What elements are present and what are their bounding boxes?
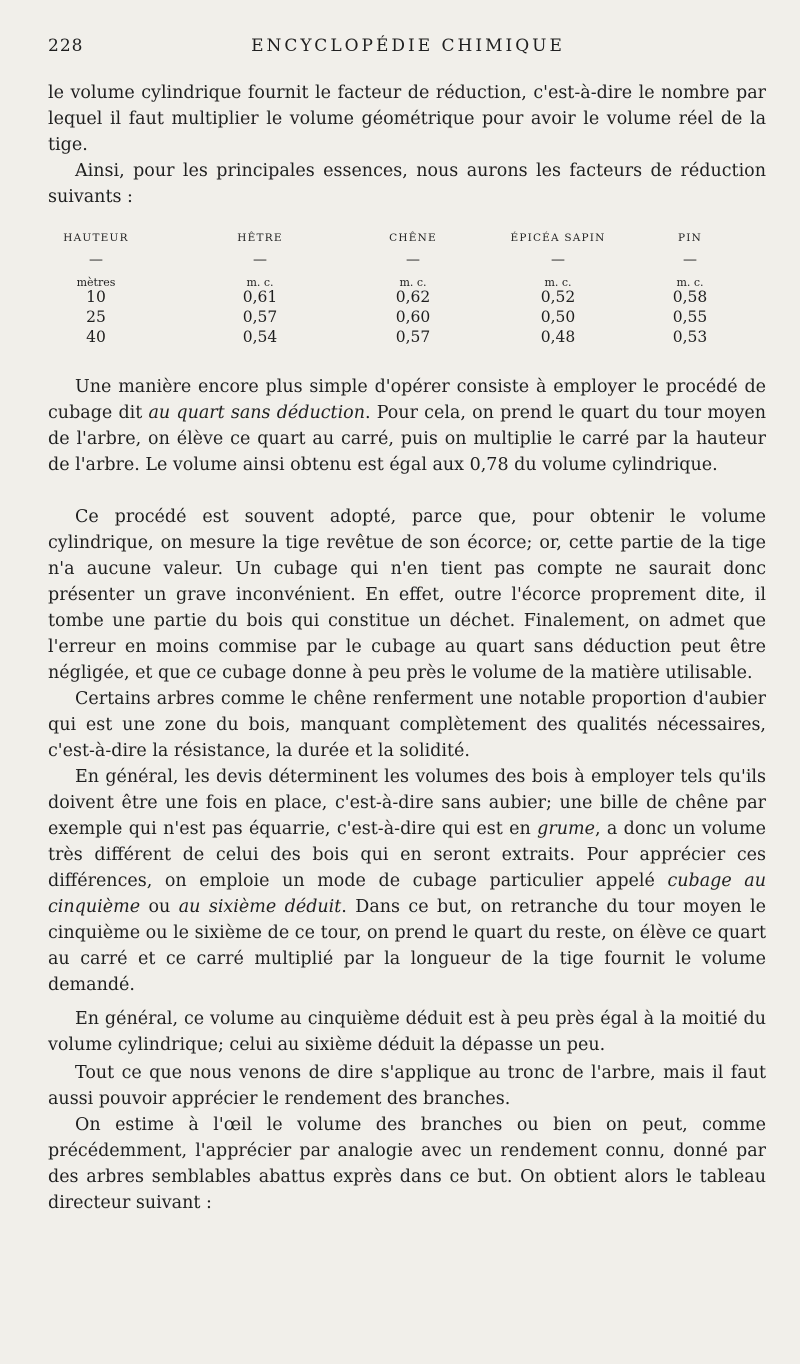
table-cell: 0,61 bbox=[242, 288, 278, 306]
table-cell: 0,53 bbox=[672, 328, 708, 346]
paragraph-1: le volume cylindrique fournit le facteur de réduction, c'est-à-dire le nombre par lequel il faut multiplier le volume géométrique pour avoir le volume réel de la tige. bbox=[48, 83, 766, 155]
table-cell: 0,54 bbox=[242, 328, 278, 346]
paragraph-3-text: Une manière encore plus simple d'opérer consiste à employer le procédé de cubage dit bbox=[48, 377, 766, 423]
table-cell: 0,58 bbox=[672, 288, 708, 306]
table-unit: m. c. bbox=[399, 276, 427, 289]
table-cell: 0,57 bbox=[242, 308, 278, 326]
table-dash: — bbox=[551, 252, 565, 268]
table-header-hauteur: HAUTEUR bbox=[63, 232, 129, 244]
paragraph-7: En général, ce volume au cinquième déduit est à peu près égal à la moitié du volume cylindrique; celui au sixième déduit la dépasse un peu. bbox=[48, 1009, 766, 1055]
paragraph-6-text: En général, les devis déterminent les volumes des bois à employer tels qu'ils doivent être une fois en place, c'est-à-dire sans aubier; une bille de chêne par exemple qui n'est pas équarrie, c'est-à-dire qui est en bbox=[48, 767, 766, 839]
table-cell: 0,62 bbox=[395, 288, 431, 306]
paragraph-3-text: . Pour cela, on prend le quart du tour moyen de l'arbre, on élève ce quart au carré, puis on multiplie le carré par la hauteur de l'arbre. Le volume ainsi obtenu est égal aux 0,78 du volume cylindrique. bbox=[48, 403, 766, 475]
table-cell: 0,57 bbox=[395, 328, 431, 346]
table-header-epicea-sapin: ÉPICÉA SAPIN bbox=[510, 232, 606, 244]
table-cell: 25 bbox=[86, 308, 106, 326]
table-cell: 0,48 bbox=[540, 328, 576, 346]
page-header bbox=[48, 36, 768, 64]
table-cell: 0,50 bbox=[540, 308, 576, 326]
table-dash: — bbox=[683, 252, 697, 268]
paragraph-6 bbox=[48, 764, 766, 998]
table-dash: — bbox=[89, 252, 103, 268]
paragraph-8: Tout ce que nous venons de dire s'applique au tronc de l'arbre, mais il faut aussi pouvoir apprécier le rendement des branches. bbox=[48, 1063, 766, 1109]
table-cell: 0,52 bbox=[540, 288, 576, 306]
running-title: ENCYCLOPÉDIE CHIMIQUE bbox=[251, 36, 565, 56]
paragraph-6-text: . Dans ce but, on retranche du tour moyen le cinquième ou le sixième de ce tour, on prend le quart du reste, on élève ce quart au carré et ce carré multiplié par la longueur de la tige fournit le volume demandé. bbox=[48, 897, 766, 995]
italic-term: au sixième déduit bbox=[178, 897, 342, 917]
table-cell: 0,60 bbox=[395, 308, 431, 326]
table-dash: — bbox=[406, 252, 420, 268]
page-number: 228 bbox=[48, 36, 84, 56]
italic-term: au quart sans déduction bbox=[148, 403, 365, 423]
table-cell: 10 bbox=[86, 288, 106, 306]
table-dash: — bbox=[253, 252, 267, 268]
table-unit: m. c. bbox=[676, 276, 704, 289]
paragraph-6-text: , a donc un volume très différent de celui des bois qui en seront extraits. Pour apprécier ces différences, on emploie un mode de cubage particulier appelé bbox=[48, 819, 767, 891]
table-header-pin: PIN bbox=[677, 232, 703, 244]
italic-term: grume bbox=[537, 819, 595, 839]
paragraph-6-text: ou bbox=[140, 897, 179, 917]
table-unit: m. c. bbox=[246, 276, 274, 289]
table-cell: 40 bbox=[86, 328, 106, 346]
table-unit: m. c. bbox=[544, 276, 572, 289]
table-cell: 0,55 bbox=[672, 308, 708, 326]
paragraph-5: Certains arbres comme le chêne renferment une notable proportion d'aubier qui est une zone du bois, manquant complètement des qualités nécessaires, c'est-à-dire la résistance, la durée et la solidité. bbox=[48, 689, 766, 761]
paragraph-3 bbox=[48, 374, 766, 478]
italic-term: cubage au cinquième bbox=[48, 871, 766, 917]
table-unit: mètres bbox=[76, 276, 116, 289]
paragraph-4: Ce procédé est souvent adopté, parce que, pour obtenir le volume cylindrique, on mesure la tige revêtue de son écorce; or, cette partie de la tige n'a aucune valeur. Un cubage qui n'en tient pas compte ne saurait donc présenter un grave inconvénient. En effet, outre l'écorce proprement dite, il tombe une partie du bois qui constitue un déchet. Finalement, on admet que l'erreur en moins commise par le cubage au quart sans déduction peut être négligée, et que ce cubage donne à peu près le volume de la matière utilisable. bbox=[48, 507, 766, 683]
paragraph-2: Ainsi, pour les principales essences, nous aurons les facteurs de réduction suivants : bbox=[48, 161, 766, 207]
table-header-chene: CHÊNE bbox=[389, 232, 437, 244]
table-header-hetre: HÊTRE bbox=[237, 232, 283, 244]
paragraph-9: On estime à l'œil le volume des branches ou bien on peut, comme précédemment, l'apprécier par analogie avec un rendement connu, donné par des arbres semblables abattus exprès dans ce but. On obtient alors le tableau directeur suivant : bbox=[48, 1115, 766, 1213]
